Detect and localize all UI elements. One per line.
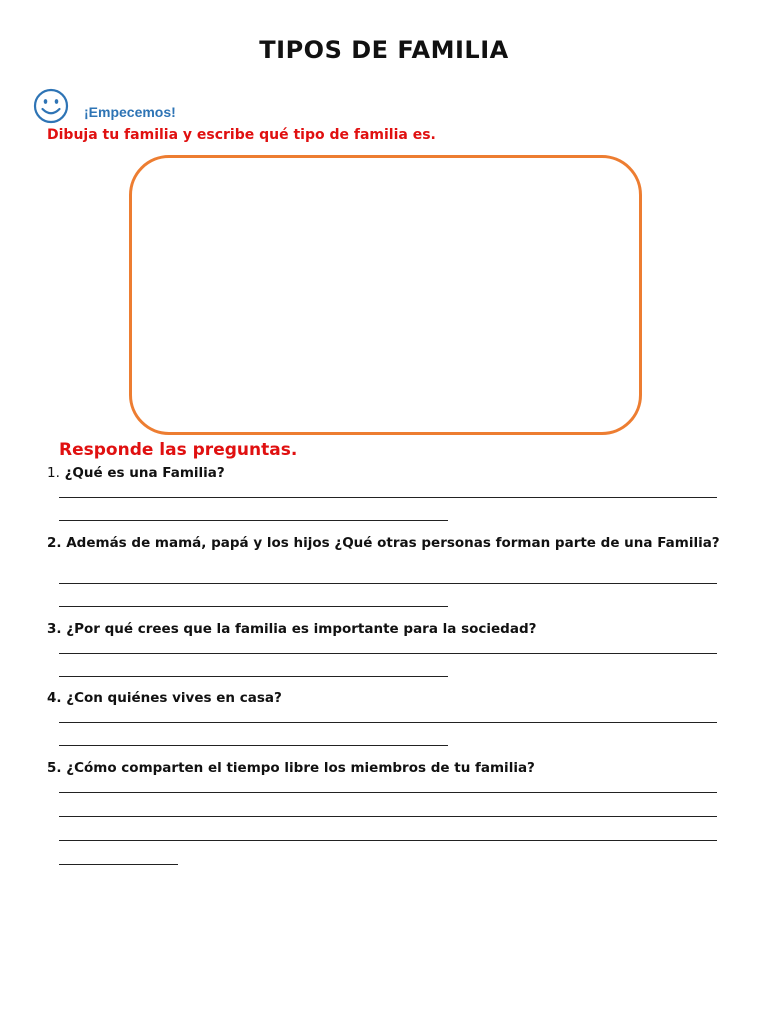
drawing-area-box[interactable] — [129, 155, 642, 435]
question-3 — [47, 621, 727, 637]
smiley-face-icon — [33, 88, 69, 124]
question-text: ¿Qué es una Familia? — [64, 465, 225, 481]
question-4 — [47, 690, 727, 706]
question-text: ¿Con quiénes vives en casa? — [66, 690, 282, 706]
answer-line[interactable] — [59, 606, 448, 607]
question-text: Además de mamá, papá y los hijos ¿Qué otras personas forman parte de una Familia? — [66, 535, 720, 551]
answer-line[interactable] — [59, 722, 717, 723]
answer-line[interactable] — [59, 497, 717, 498]
question-number: 4. — [47, 690, 62, 706]
question-text: ¿Por qué crees que la familia es importante para la sociedad? — [66, 621, 537, 637]
drawing-instruction: Dibuja tu familia y escribe qué tipo de familia es. — [47, 127, 436, 143]
answer-line[interactable] — [59, 816, 717, 817]
intro-label: ¡Empecemos! — [84, 104, 176, 120]
question-number: 1. — [47, 465, 60, 481]
question-number: 3. — [47, 621, 62, 637]
answer-line[interactable] — [59, 583, 717, 584]
answer-line[interactable] — [59, 676, 448, 677]
answer-line[interactable] — [59, 745, 448, 746]
question-5 — [47, 760, 727, 776]
question-text: ¿Cómo comparten el tiempo libre los miembros de tu familia? — [66, 760, 535, 776]
page-title: TIPOS DE FAMILIA — [259, 36, 509, 64]
answer-line[interactable] — [59, 864, 178, 865]
answer-line[interactable] — [59, 653, 717, 654]
question-2 — [47, 535, 727, 551]
question-1 — [47, 465, 727, 481]
answer-line[interactable] — [59, 840, 717, 841]
questions-heading: Responde las preguntas. — [59, 440, 298, 460]
question-number: 2. — [47, 535, 62, 551]
question-number: 5. — [47, 760, 62, 776]
answer-line[interactable] — [59, 792, 717, 793]
answer-line[interactable] — [59, 520, 448, 521]
